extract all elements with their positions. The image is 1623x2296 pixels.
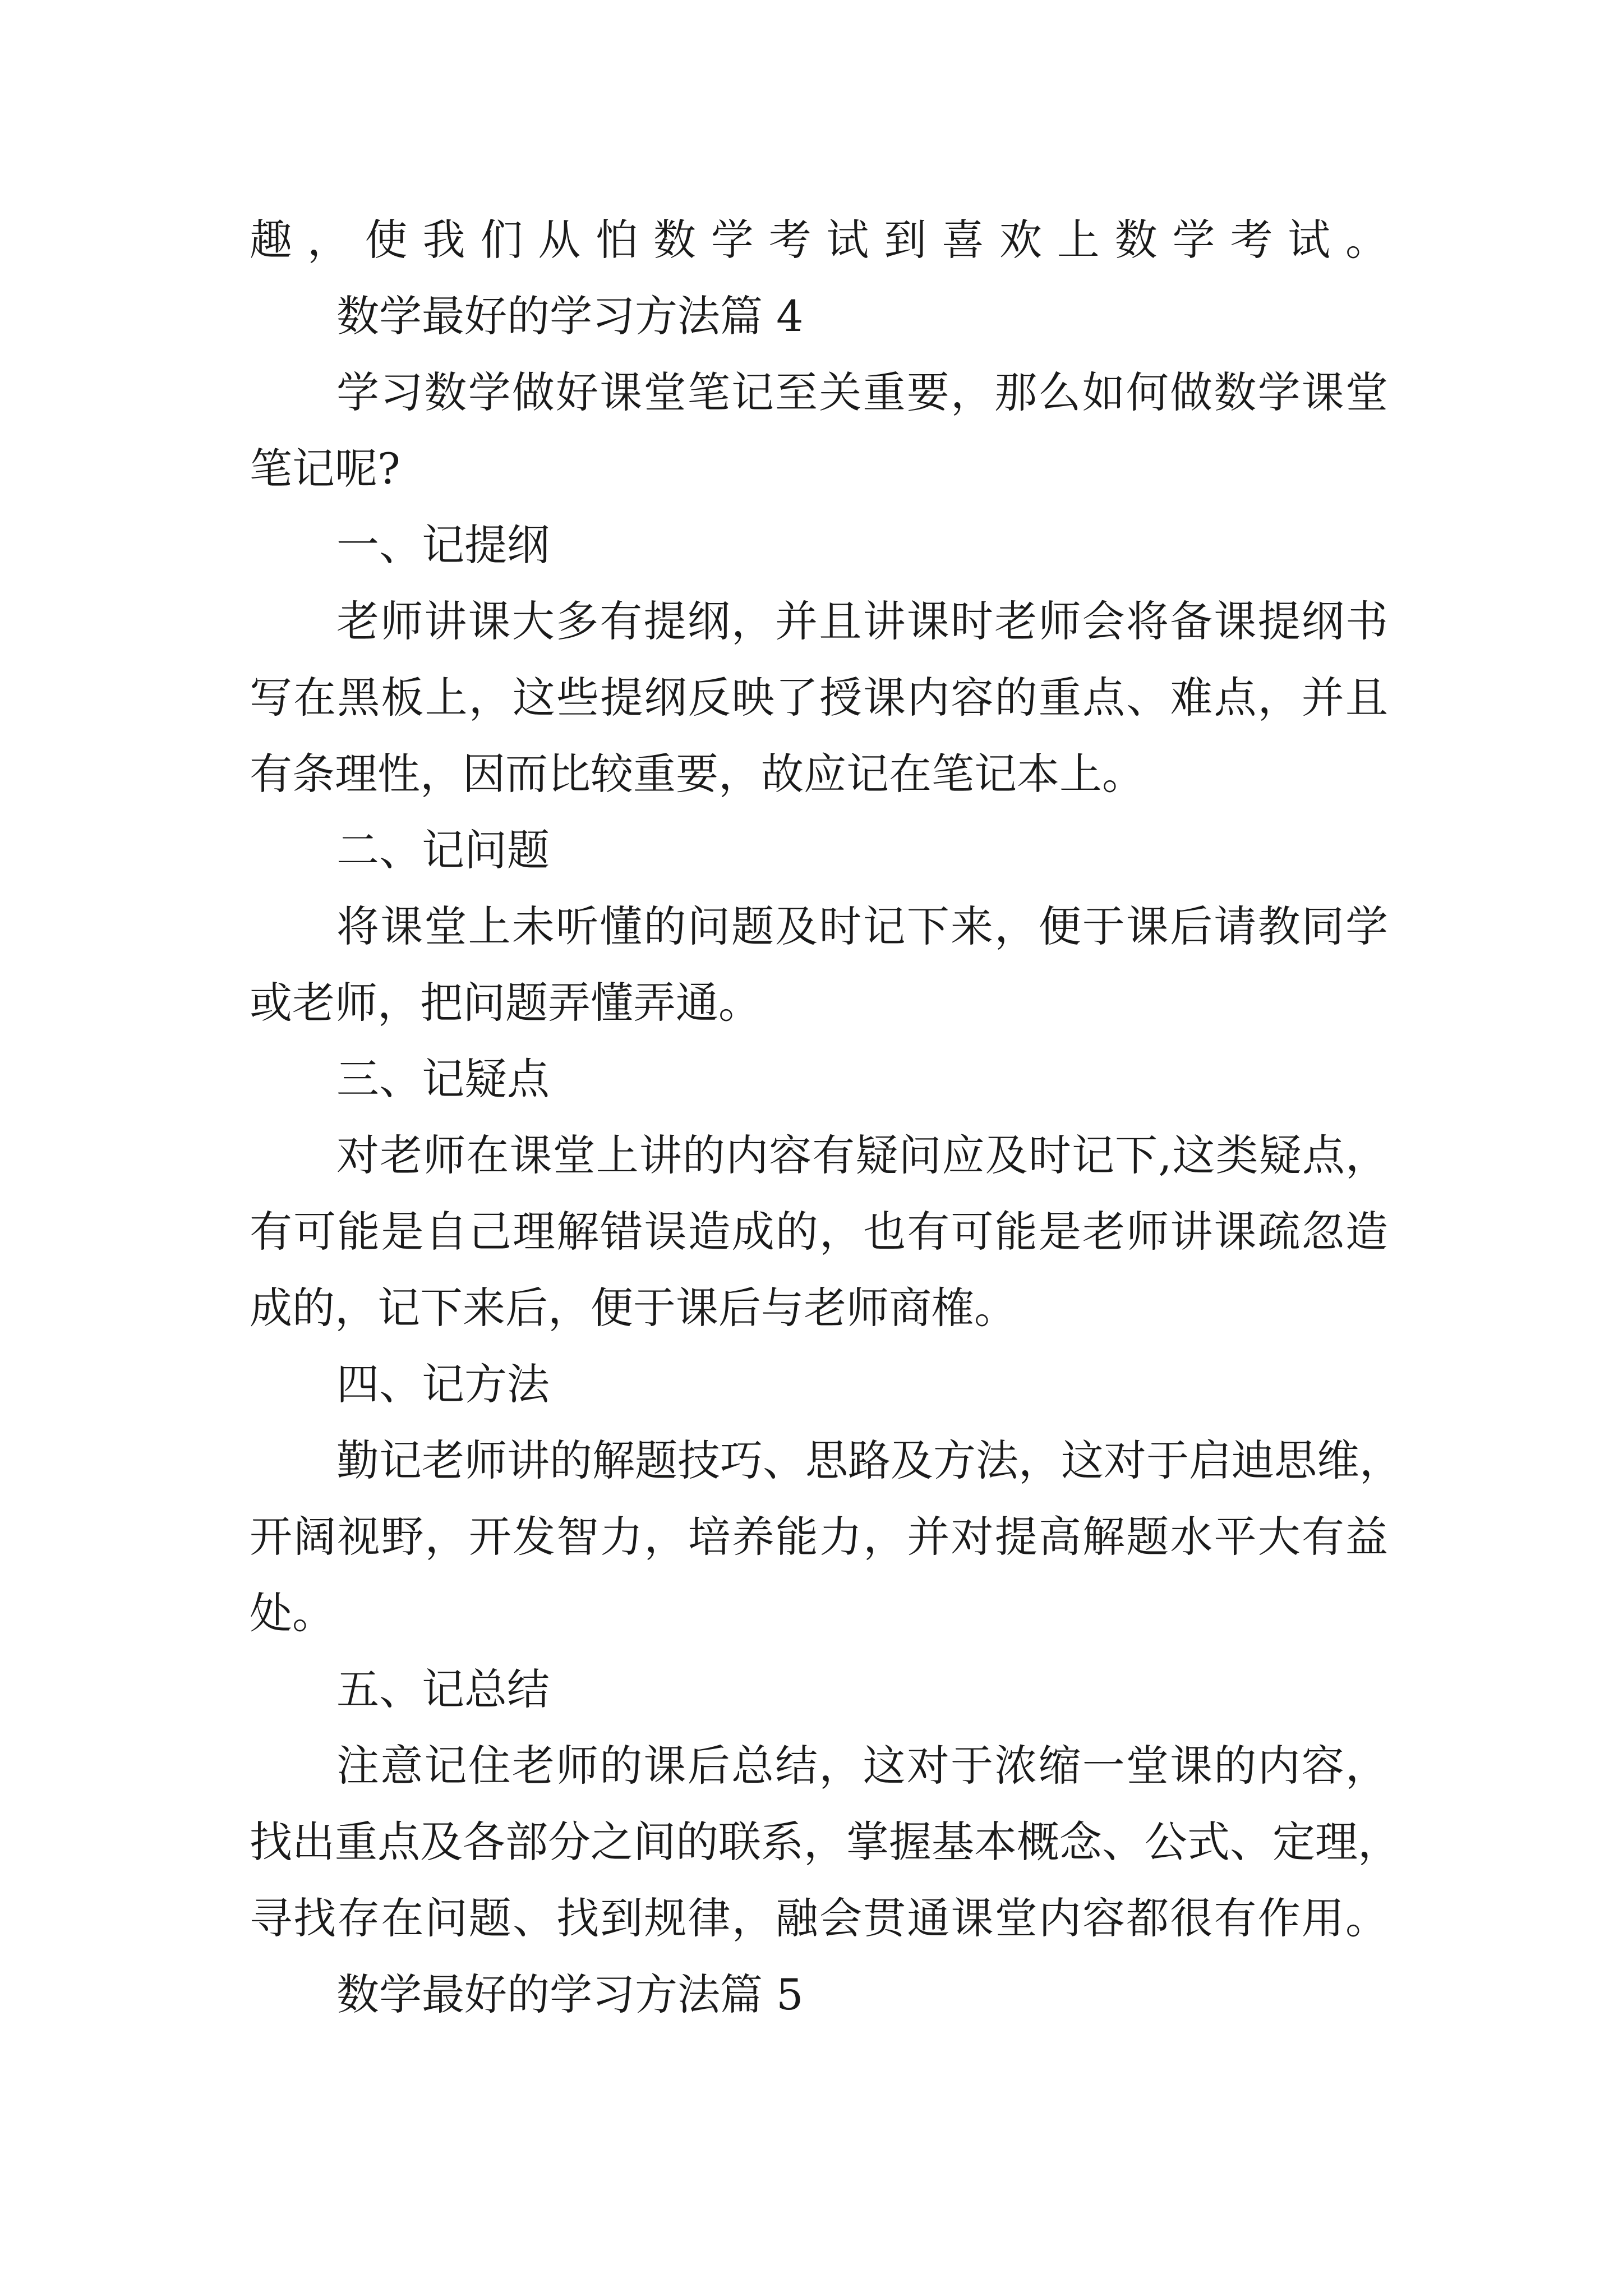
subheading: 五、记总结 xyxy=(336,1664,550,1714)
paragraph-line: 学习数学做好课堂笔记至关重要，那么如何做数学课堂 xyxy=(336,367,1388,417)
paragraph-line: 开阔视野，开发智力，培养能力，并对提高解题水平大有益 xyxy=(250,1512,1388,1562)
section-heading: 数学最好的学习方法篇 5 xyxy=(336,1970,804,2019)
section-heading: 数学最好的学习方法篇 4 xyxy=(336,291,804,341)
paragraph-line: 写在黑板上，这些提纲反映了授课内容的重点、难点，并且 xyxy=(250,673,1388,723)
paragraph-line: 趣，使我们从怕数学考试到喜欢上数学考试。 xyxy=(250,215,1388,265)
subheading: 三、记疑点 xyxy=(336,1054,550,1104)
paragraph-line: 寻找存在问题、找到规律，融会贯通课堂内容都很有作用。 xyxy=(250,1893,1388,1943)
paragraph-line: 处。 xyxy=(250,1588,335,1638)
paragraph-line: 有可能是自己理解错误造成的，也有可能是老师讲课疏忽造 xyxy=(250,1207,1388,1257)
subheading: 一、记提纲 xyxy=(336,520,550,570)
paragraph-line: 注意记住老师的课后总结，这对于浓缩一堂课的内容， xyxy=(336,1741,1388,1791)
paragraph-line: 将课堂上未听懂的问题及时记下来，便于课后请教同学 xyxy=(336,901,1388,951)
document-body xyxy=(250,202,1402,2033)
paragraph-line: 有条理性，因而比较重要，故应记在笔记本上。 xyxy=(250,749,1145,799)
subheading: 二、记问题 xyxy=(336,825,550,875)
subheading: 四、记方法 xyxy=(336,1359,550,1409)
paragraph-line: 成的，记下来后，便于课后与老师商榷。 xyxy=(250,1283,1017,1333)
paragraph-line: 勤记老师讲的解题技巧、思路及方法，这对于启迪思维， xyxy=(336,1435,1402,1485)
paragraph-line: 找出重点及各部分之间的联系，掌握基本概念、公式、定理， xyxy=(250,1817,1400,1867)
paragraph-line: 或老师，把问题弄懂弄通。 xyxy=(250,978,761,1028)
paragraph-line: 老师讲课大多有提纲，并且讲课时老师会将备课提纲书 xyxy=(336,596,1388,646)
paragraph-line: 对老师在课堂上讲的内容有疑问应及时记下,这类疑点， xyxy=(336,1130,1388,1180)
paragraph-line: 笔记呢? xyxy=(250,444,400,494)
